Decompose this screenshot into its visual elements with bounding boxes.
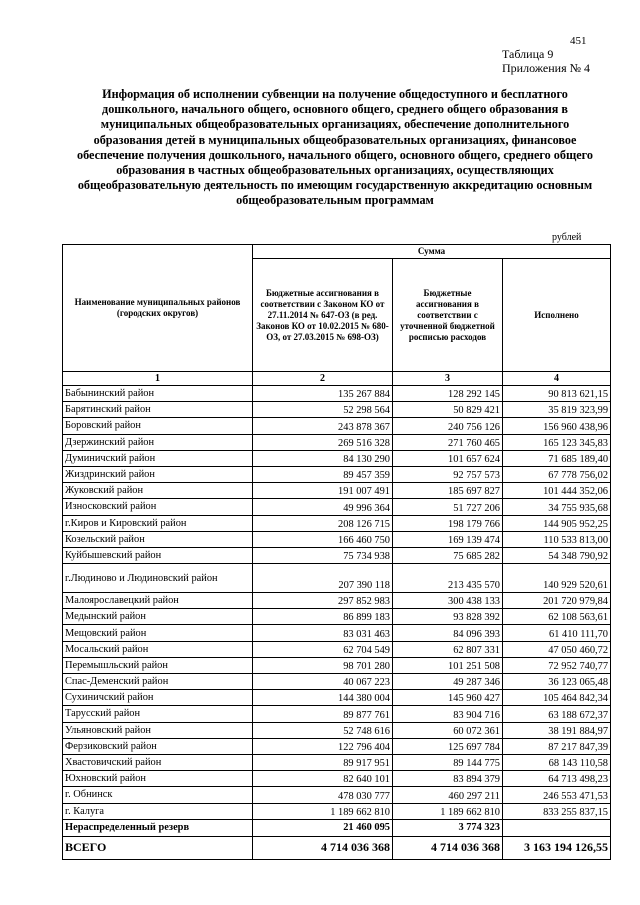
row-col2: 208 126 715 [253, 515, 393, 531]
table-row [63, 674, 611, 690]
reserve-row [63, 819, 611, 836]
total-name: ВСЕГО [63, 836, 253, 859]
row-col2: 166 460 750 [253, 531, 393, 547]
row-col4: 833 255 837,15 [503, 803, 611, 819]
row-col3: 128 292 145 [393, 386, 503, 402]
column-numbers-row [63, 372, 611, 386]
row-col2: 297 852 983 [253, 593, 393, 609]
row-col2: 269 516 328 [253, 434, 393, 450]
row-col3: 51 727 206 [393, 499, 503, 515]
table-row [63, 515, 611, 531]
table-row [63, 450, 611, 466]
row-col4: 201 720 979,84 [503, 593, 611, 609]
row-col4: 34 755 935,68 [503, 499, 611, 515]
row-col3: 271 760 465 [393, 434, 503, 450]
header-col4: Исполнено [503, 259, 611, 372]
table-row [63, 754, 611, 770]
row-name: г. Обнинск [63, 787, 253, 803]
column-number: 4 [503, 372, 611, 386]
row-col2: 89 877 761 [253, 706, 393, 722]
row-col4: 63 188 672,37 [503, 706, 611, 722]
total-col4: 3 163 194 126,55 [503, 836, 611, 859]
row-col4: 54 348 790,92 [503, 547, 611, 563]
header-name: Наименование муниципальных районов (городских округов) [63, 245, 253, 372]
table-row [63, 499, 611, 515]
row-col2: 98 701 280 [253, 657, 393, 673]
table-row [63, 466, 611, 482]
row-col2: 82 640 101 [253, 771, 393, 787]
row-col3: 213 435 570 [393, 564, 503, 593]
row-col4: 87 217 847,39 [503, 738, 611, 754]
row-name: Медынский район [63, 609, 253, 625]
table-row [63, 609, 611, 625]
table-row [63, 641, 611, 657]
row-col2: 1 189 662 810 [253, 803, 393, 819]
row-col4: 140 929 520,61 [503, 564, 611, 593]
page-number: 451 [570, 35, 587, 47]
row-name: Боровский район [63, 418, 253, 434]
table-row [63, 547, 611, 563]
row-col4: 64 713 498,23 [503, 771, 611, 787]
row-name: Бабынинский район [63, 386, 253, 402]
row-col2: 40 067 223 [253, 674, 393, 690]
row-col4: 61 410 111,70 [503, 625, 611, 641]
row-col4: 38 191 884,97 [503, 722, 611, 738]
row-name: Сухиничский район [63, 690, 253, 706]
row-col3: 93 828 392 [393, 609, 503, 625]
table-row [63, 787, 611, 803]
row-col2: 243 878 367 [253, 418, 393, 434]
row-col3: 83 894 379 [393, 771, 503, 787]
row-col2: 207 390 118 [253, 564, 393, 593]
row-col3: 62 807 331 [393, 641, 503, 657]
row-name: Тарусский район [63, 706, 253, 722]
row-col2: 144 380 004 [253, 690, 393, 706]
total-col2: 4 714 036 368 [253, 836, 393, 859]
table-row [63, 625, 611, 641]
table-reference [502, 47, 590, 75]
header-sum: Сумма [253, 245, 611, 259]
row-col3: 300 438 133 [393, 593, 503, 609]
reserve-col2: 21 460 095 [253, 819, 393, 836]
row-name: г.Людиново и Людиновский район [63, 564, 253, 593]
row-col4: 101 444 352,06 [503, 483, 611, 499]
row-col3: 145 960 427 [393, 690, 503, 706]
row-col3: 101 657 624 [393, 450, 503, 466]
row-col4: 156 960 438,96 [503, 418, 611, 434]
row-col4: 35 819 323,99 [503, 402, 611, 418]
row-col2: 89 457 359 [253, 466, 393, 482]
row-col4: 36 123 065,48 [503, 674, 611, 690]
table-body [63, 386, 611, 820]
reserve-col4 [503, 819, 611, 836]
row-col2: 75 734 938 [253, 547, 393, 563]
table-row [63, 483, 611, 499]
row-name: Перемышльский район [63, 657, 253, 673]
row-col3: 460 297 211 [393, 787, 503, 803]
column-number: 3 [393, 372, 503, 386]
table-row [63, 706, 611, 722]
row-col2: 52 298 564 [253, 402, 393, 418]
reserve-name: Нераспределенный резерв [63, 819, 253, 836]
row-name: Износковский район [63, 499, 253, 515]
table-row [63, 386, 611, 402]
row-col3: 49 287 346 [393, 674, 503, 690]
header-col2: Бюджетные ассигнования в соответствии с Законом КО от 27.11.2014 № 647-ОЗ (в ред. Законов КО от 10.02.2015 № 680-ОЗ, от 27.03.2015 № 698-ОЗ) [253, 259, 393, 372]
row-col3: 169 139 474 [393, 531, 503, 547]
column-number: 2 [253, 372, 393, 386]
units-label: рублей [552, 232, 582, 243]
row-col4: 90 813 621,15 [503, 386, 611, 402]
row-col2: 49 996 364 [253, 499, 393, 515]
row-col4: 67 778 756,02 [503, 466, 611, 482]
row-col3: 75 685 282 [393, 547, 503, 563]
row-col3: 84 096 393 [393, 625, 503, 641]
row-col4: 71 685 189,40 [503, 450, 611, 466]
row-col4: 72 952 740,77 [503, 657, 611, 673]
row-col2: 478 030 777 [253, 787, 393, 803]
row-col4: 68 143 110,58 [503, 754, 611, 770]
row-col2: 62 704 549 [253, 641, 393, 657]
row-name: Спас-Деменский район [63, 674, 253, 690]
row-name: Мосальский район [63, 641, 253, 657]
table-ref-line1: Таблица 9 [502, 47, 554, 61]
table-ref-line2: Приложения № 4 [502, 61, 591, 75]
table-row [63, 418, 611, 434]
row-col4: 165 123 345,83 [503, 434, 611, 450]
table-row [63, 593, 611, 609]
row-name: Думиничский район [63, 450, 253, 466]
row-name: Куйбышевский район [63, 547, 253, 563]
table-row [63, 531, 611, 547]
table-row [63, 803, 611, 819]
row-col3: 60 072 361 [393, 722, 503, 738]
row-col3: 125 697 784 [393, 738, 503, 754]
row-name: Хвастовичский район [63, 754, 253, 770]
column-number: 1 [63, 372, 253, 386]
table-row [63, 434, 611, 450]
row-col3: 92 757 573 [393, 466, 503, 482]
row-col3: 101 251 508 [393, 657, 503, 673]
row-col3: 185 697 827 [393, 483, 503, 499]
row-col4: 62 108 563,61 [503, 609, 611, 625]
total-row [63, 836, 611, 859]
header-col3: Бюджетные ассигнования в соответствии с уточненной бюджетной росписью расходов [393, 259, 503, 372]
row-name: Жиздринский район [63, 466, 253, 482]
row-name: Ульяновский район [63, 722, 253, 738]
row-name: Мещовский район [63, 625, 253, 641]
reserve-col3: 3 774 323 [393, 819, 503, 836]
row-name: г.Киров и Кировский район [63, 515, 253, 531]
row-name: Козельский район [63, 531, 253, 547]
row-col3: 83 904 716 [393, 706, 503, 722]
row-col3: 50 829 421 [393, 402, 503, 418]
row-col2: 135 267 884 [253, 386, 393, 402]
table-row [63, 564, 611, 593]
row-name: г. Калуга [63, 803, 253, 819]
total-col3: 4 714 036 368 [393, 836, 503, 859]
row-col4: 105 464 842,34 [503, 690, 611, 706]
table-row [63, 738, 611, 754]
row-col2: 83 031 463 [253, 625, 393, 641]
row-col2: 191 007 491 [253, 483, 393, 499]
row-col4: 246 553 471,53 [503, 787, 611, 803]
row-col4: 47 050 460,72 [503, 641, 611, 657]
row-col4: 110 533 813,00 [503, 531, 611, 547]
row-col2: 122 796 404 [253, 738, 393, 754]
row-name: Барятинский район [63, 402, 253, 418]
row-col2: 52 748 616 [253, 722, 393, 738]
row-name: Дзержинский район [63, 434, 253, 450]
document-title: Информация об исполнении субвенции на получение общедоступного и бесплатного дошкольного, начального общего, основного общего, среднего общего образования в муниципальных общеобразовательных организациях, обеспечение дополнительного образования детей в муниципальных общеобразовательных организациях, финансовое обеспечение получения дошкольного, начального общего, основного общего, среднего общего образования в частных общеобразовательных организациях, осуществляющих общеобразовательную деятельность по имеющим государственную аккредитацию основным общеобразовательным программам [77, 87, 593, 208]
row-col3: 89 144 775 [393, 754, 503, 770]
row-col2: 86 899 183 [253, 609, 393, 625]
report-table [62, 244, 611, 860]
row-name: Юхновский район [63, 771, 253, 787]
row-name: Малоярославецкий район [63, 593, 253, 609]
row-col2: 89 917 951 [253, 754, 393, 770]
row-name: Жуковский район [63, 483, 253, 499]
row-col3: 240 756 126 [393, 418, 503, 434]
row-col2: 84 130 290 [253, 450, 393, 466]
row-col4: 144 905 952,25 [503, 515, 611, 531]
table-row [63, 657, 611, 673]
row-name: Ферзиковский район [63, 738, 253, 754]
row-col3: 198 179 766 [393, 515, 503, 531]
table-row [63, 402, 611, 418]
table-row [63, 690, 611, 706]
table-row [63, 771, 611, 787]
table-row [63, 722, 611, 738]
row-col3: 1 189 662 810 [393, 803, 503, 819]
